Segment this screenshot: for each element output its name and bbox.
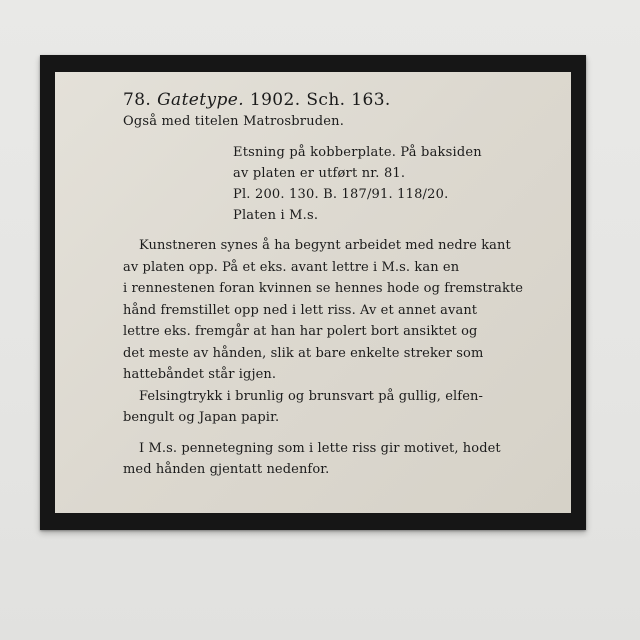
technical-line: Pl. 200. 130. B. 187/91. 118/20. bbox=[233, 187, 449, 202]
entry-title: Gatetype. bbox=[157, 90, 245, 110]
picture-frame bbox=[40, 55, 586, 530]
paragraph-1 bbox=[123, 235, 571, 386]
paragraph-spacer bbox=[123, 429, 571, 438]
paragraph-line: Kunstneren synes å ha begynt arbeidet med nedre kant bbox=[139, 238, 511, 253]
entry-heading bbox=[123, 90, 571, 114]
entry-year: 1902. bbox=[249, 90, 301, 110]
printed-page bbox=[55, 72, 571, 513]
paragraph-line: bengult og Japan papir. bbox=[123, 410, 280, 425]
technical-line: av platen er utført nr. 81. bbox=[233, 166, 406, 181]
technical-line: Platen i M.s. bbox=[233, 208, 319, 223]
catalog-entry bbox=[123, 90, 571, 481]
paragraph-line: det meste av hånden, slik at bare enkelte streker som bbox=[123, 345, 484, 361]
entry-number: 78. bbox=[123, 90, 152, 110]
paragraph-2 bbox=[123, 386, 571, 429]
technical-line: Etsning på kobberplate. På baksiden bbox=[233, 145, 482, 160]
paragraph-line: i rennestenen foran kvinnen se hennes hode og fremstrakte bbox=[123, 281, 524, 296]
entry-catalog-ref: Sch. 163. bbox=[306, 90, 391, 110]
paragraph-line: Felsingtrykk i brunlig og brunsvart på gullig, elfen- bbox=[139, 388, 483, 404]
paragraph-3 bbox=[123, 438, 571, 481]
paragraph-line: av platen opp. På et eks. avant lettre i M.s. kan en bbox=[123, 259, 460, 275]
entry-subtitle: Også med titelen Matrosbruden. bbox=[123, 114, 345, 129]
paragraph-line: I M.s. pennetegning som i lette riss gir motivet, hodet bbox=[139, 440, 501, 456]
paragraph-line: hattebåndet står igjen. bbox=[123, 367, 277, 382]
technical-description bbox=[233, 142, 571, 226]
paragraph-line: med hånden gjentatt nedenfor. bbox=[123, 462, 330, 477]
paragraph-line: lettre eks. fremgår at han har polert bort ansiktet og bbox=[123, 324, 478, 339]
paragraph-line: hånd fremstillet opp ned i lett riss. Av et annet avant bbox=[123, 302, 478, 318]
